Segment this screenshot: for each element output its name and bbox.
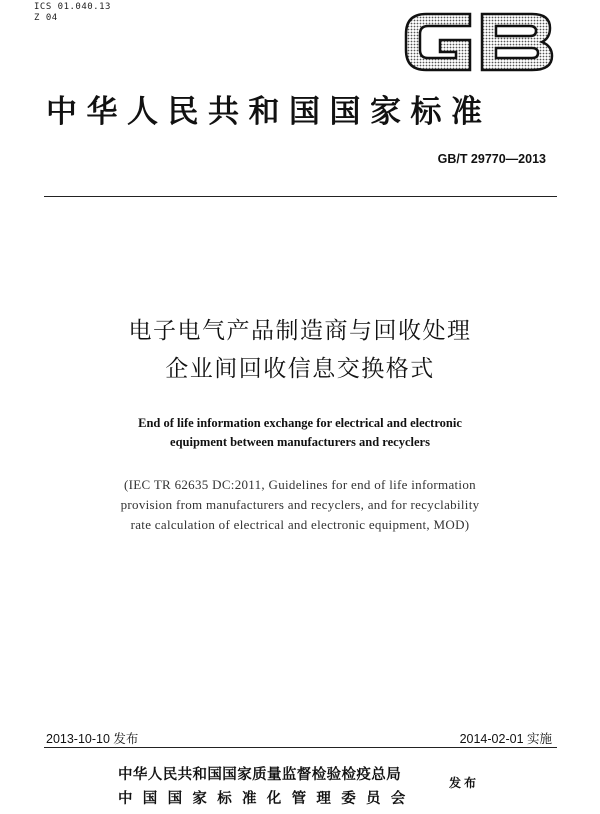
english-title xyxy=(0,414,600,452)
gb-logo-graphic xyxy=(398,4,558,76)
issue-date: 2013-10-10 发布 xyxy=(46,732,139,746)
footer-divider xyxy=(44,747,557,748)
publish-label: 发布 xyxy=(449,776,480,790)
english-title-line-1: End of life information exchange for electrical and electronic xyxy=(138,416,462,430)
iec-reference-line-3: rate calculation of electrical and electronic equipment, MOD) xyxy=(130,517,470,532)
iec-reference-line-2: provision from manufacturers and recyclers, and for recyclability xyxy=(120,497,480,512)
standard-number: GB/T 29770—2013 xyxy=(437,152,546,166)
issuer-sac: 中国国家标准化管理委员会 xyxy=(118,791,416,807)
issuer-aqsiq: 中华人民共和国国家质量监督检验检疫总局 xyxy=(118,767,402,783)
iec-reference xyxy=(0,475,600,535)
ics-code-block xyxy=(34,2,111,24)
english-title-line-2: equipment between manufacturers and recyclers xyxy=(170,435,430,449)
chinese-title-line-1: 电子电气产品制造商与回收处理 xyxy=(128,318,472,344)
ics-code: ICS 01.040.13 xyxy=(34,2,111,12)
ccs-code: Z 04 xyxy=(34,13,58,23)
issuing-authorities xyxy=(118,763,416,811)
gb-logo xyxy=(398,4,558,76)
chinese-title-line-2: 企业间回收信息交换格式 xyxy=(165,356,435,382)
standard-title: 中华人民共和国国家标准 xyxy=(46,94,492,130)
implementation-date: 2014-02-01 实施 xyxy=(459,732,552,746)
chinese-title xyxy=(0,312,600,388)
iec-reference-line-1: (IEC TR 62635 DC:2011, Guidelines for end of life information xyxy=(124,477,476,492)
header-divider xyxy=(44,196,557,197)
